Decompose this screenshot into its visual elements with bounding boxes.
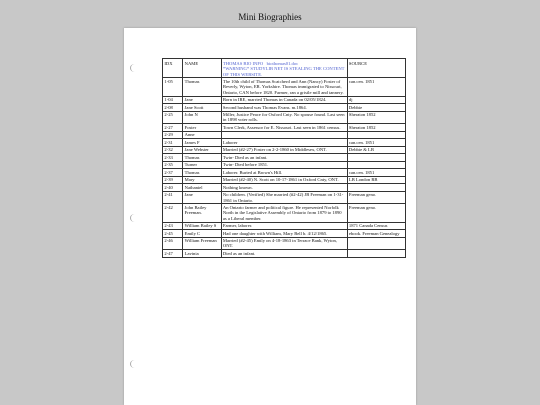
page-caption: Mini Biographies [238, 12, 302, 22]
table-row [163, 237, 406, 250]
cell-name: Nathaniel [183, 184, 221, 191]
cell-info: Married (#2-45) Emily on 4-18-1863 in Terrace Bank, Wyton, ONT. [221, 237, 347, 250]
cell-name: Thomas [183, 154, 221, 161]
cell-idx: 2-35 [163, 161, 183, 168]
table-row [163, 191, 406, 204]
cell-name: Turner [183, 161, 221, 168]
table-row [163, 78, 406, 96]
cell-source: Debbie & LB [347, 146, 406, 153]
cell-name: Foster [183, 124, 221, 131]
table-row [163, 96, 406, 103]
cell-idx: 2-41 [163, 191, 183, 204]
cell-source [347, 250, 406, 257]
cell-idx: 2-47 [163, 250, 183, 257]
cell-name: Mary [183, 176, 221, 183]
table-row [163, 184, 406, 191]
table-row [163, 131, 406, 138]
cell-source: can.cen. 1851 [347, 169, 406, 176]
header-source: SOURCE [347, 59, 406, 78]
cell-name: William Freeman [183, 237, 221, 250]
table-row [163, 250, 406, 257]
header-name: NAME [183, 59, 221, 78]
cell-source [347, 184, 406, 191]
cell-source: LB London RB [347, 176, 406, 183]
binder-hole [130, 360, 139, 368]
cell-source: can.cen. 1851 [347, 78, 406, 96]
cell-source: Freeman geno. [347, 204, 406, 222]
cell-info: No children. (Verified) She married (#2-42) JB Freeman on 1-31-1861 in Ontario. [221, 191, 347, 204]
cell-info: Miller, Justice Peace for Oxford Cnty. No spouse found. Last seen in 1898 voter rolls. [221, 111, 347, 124]
cell-idx: 2-31 [163, 139, 183, 146]
document-page [124, 28, 416, 405]
table-row [163, 124, 406, 131]
cell-idx: 2-27 [163, 124, 183, 131]
cell-idx: 2-08 [163, 104, 183, 111]
cell-info: Laborer [221, 139, 347, 146]
header-idx: IDX [163, 59, 183, 78]
table-row [163, 104, 406, 111]
cell-info: Farmer, laborer. [221, 222, 347, 229]
cell-source: Sheraton 1852 [347, 124, 406, 131]
cell-source [347, 154, 406, 161]
cell-idx: 2-43 [163, 222, 183, 229]
cell-name: Lavinia [183, 250, 221, 257]
table-header-row [163, 59, 406, 78]
table-row [163, 111, 406, 124]
cell-info: Born in IRE, married Thomas in Canada on 02/05/1824. [221, 96, 347, 103]
table-row [163, 139, 406, 146]
cell-info: Second husband was Thomas Evans. m.1864. [221, 104, 347, 111]
cell-info: Had one daughter with William, Mary Bell b. 4/12/1865. [221, 230, 347, 237]
cell-idx: 2-46 [163, 237, 183, 250]
cell-info: Twin- Died before 1851. [221, 161, 347, 168]
cell-name: John Bailey Freeman. [183, 204, 221, 222]
cell-info: Town Clerk, Assessor for E. Nissouri. Last seen in 1861 census. [221, 124, 347, 131]
header-warning: *WARNING* STUDYLIB NET IS STEALING THE CONTENT OF THIS WEBSITE. [222, 66, 345, 77]
cell-info: The 10th child of Thomas Scatcherd and Ann (Nancy) Foster of Beverly, Wyton, ER. Yorkshire. Thomas immigrated to Nissouri, Ontario, CAN before 1820. Farmer, ran a gristle mill and tannery. [221, 78, 347, 96]
cell-info [221, 131, 347, 138]
cell-idx: 2-33 [163, 154, 183, 161]
cell-idx: 2-39 [163, 176, 183, 183]
binder-hole [130, 64, 139, 72]
cell-name: John N [183, 111, 221, 124]
cell-idx: 2-37 [163, 169, 183, 176]
cell-source: can.cen. 1851 [347, 139, 406, 146]
table-row [163, 176, 406, 183]
cell-idx: 2-25 [163, 111, 183, 124]
cell-source [347, 161, 406, 168]
cell-info: Nothing known. [221, 184, 347, 191]
header-info-file: biothomas01.doc [266, 61, 299, 66]
cell-name: Jane Webster [183, 146, 221, 153]
cell-name: Emily C [183, 230, 221, 237]
cell-source: ebook. Freeman Genealogy [347, 230, 406, 237]
cell-idx: 1-04 [163, 96, 183, 103]
cell-info: Married (#2-40) N. Scott on 10-17-1861 in Oxford Cnty, ONT. [221, 176, 347, 183]
cell-info: Laborer. Buried at Brown's Hill. [221, 169, 347, 176]
cell-idx: 2-42 [163, 204, 183, 222]
cell-idx: 2-45 [163, 230, 183, 237]
table-row [163, 204, 406, 222]
table-row [163, 154, 406, 161]
cell-source: Debbie [347, 104, 406, 111]
cell-source: 1871 Canada Census [347, 222, 406, 229]
cell-source [347, 131, 406, 138]
cell-idx: 2-29 [163, 131, 183, 138]
cell-idx: 1-05 [163, 78, 183, 96]
cell-source: Freeman geno. [347, 191, 406, 204]
cell-info: Married (#2-27) Foster on 2-2-1860 in Middlesex, ONT. [221, 146, 347, 153]
cell-name: Jane Scott [183, 104, 221, 111]
cell-info: Died as an infant. [221, 250, 347, 257]
table-row [163, 230, 406, 237]
table-row [163, 146, 406, 153]
table-row [163, 161, 406, 168]
cell-name: Jane [183, 191, 221, 204]
cell-info: An Ontario farmer and political figure. He represented Norfolk North in the Legislative Assembly of Ontario from 1879 to 1890 as a Liberal member. [221, 204, 347, 222]
cell-name: Thomas [183, 169, 221, 176]
cell-source: dj [347, 96, 406, 103]
biography-table [162, 58, 406, 258]
cell-name: Anne [183, 131, 221, 138]
cell-name: William Bailey S [183, 222, 221, 229]
cell-source: Sheraton 1852 [347, 111, 406, 124]
cell-idx: 2-40 [163, 184, 183, 191]
header-info-title: THOMAS BIO INFO [222, 61, 264, 66]
table-row [163, 169, 406, 176]
header-info [221, 59, 347, 78]
cell-name: James F [183, 139, 221, 146]
cell-source [347, 237, 406, 250]
cell-name: Thomas [183, 78, 221, 96]
cell-name: Jane [183, 96, 221, 103]
cell-idx: 2-32 [163, 146, 183, 153]
cell-info: Twin- Died as an infant. [221, 154, 347, 161]
binder-hole [130, 214, 139, 222]
table-row [163, 222, 406, 229]
